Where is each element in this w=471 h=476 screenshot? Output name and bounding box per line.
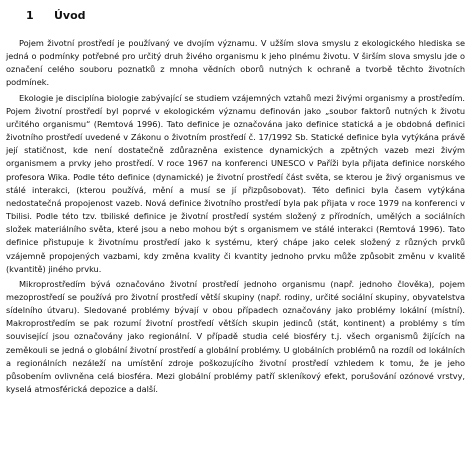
paragraph-2: Ekologie je disciplína biologie zabývající se studiem vzájemných vztahů mezi živými organismy a prostředím. Pojem životní prostředí byl poprvé v ekologickém významu definován jako „soubor faktorů nutných k životu určitého organismu“ (Remtová 1996). Tato definice je označována jako definice statická a je obdobná definici životního prostředí uvedené v Zákonu o životním prostředí č. 17/1992 Sb. Statické definice byla vytýkána právě její statičnost, kde není dostatečně zdůrazněna existence dynamických a zpětných vazeb mezi živým organismem a prvky jeho prostředí. V roce 1967 na konferenci UNESCO v Paříži byla přijata definice norského profesora Wika. Podle této definice (dynamické) je životní prostředí část světa, se kterou je živý organismus ve stálé interakci, (kterou používá, mění a musí se jí přizpůsobovat). Této definici byla časem vytýkána nedostatečná propojenost vazeb. Nová definice životního prostředí byla pak přijata v roce 1979 na konferenci v Tbilisi. Podle této tzv. tbiliské definice je životní prostředí systém složený z přírodních, umělých a sociálních složek materiálního světa, které jsou a nebo mohou být s organismem ve stálé interakci (Remtová 1996). Tato definice přistupuje k životnímu prostředí jako k systému, který chápe jako celek složený z různých prvků vzájemně propojených vazbami, kdy změna kvality či kvantity jednoho prvku může způsobit změnu v kvalitě (kvantitě) jiného prvku.: [6, 92, 465, 274]
section-number: 1: [26, 9, 34, 22]
section-heading: [6, 9, 465, 22]
paragraph-1: Pojem životní prostředí je používaný ve dvojím významu. V užším slova smyslu z ekologického hlediska se jedná o podmínky potřebné pro určitý druh živého organismu k jeho plnému životu. V širším slova smyslu jde o označení celého souboru poznatků z mnoha vědních oborů nutných k ochraně a tvorbě těchto životních podmínek.: [6, 38, 465, 88]
paragraph-3: Mikroprostředím bývá označováno životní prostředí jednoho organismu (např. jednoho člověka), pojem mezoprostředí se používá pro životní prostředí větší skupiny (např. rodiny, určité sociální skupiny, obyvatelstva sídelního útvaru). Sledované problémy bývají v obou případech označovány jako problémy lokální (místní). Makroprostředím se pak rozumí životní prostředí větších skupin jedinců (stát, kontinent) a problémy s tím související jsou označovány jako regionální. V případě studia celé biosféry t.j. všech organismů žijících na zeměkouli se jedná o globální životní prostředí a globální problémy. U globálních problémů na rozdíl od lokálních a regionálních nezáleží na umístění zdroje poškozujícího životní prostředí vzhledem k tomu, že je jeho působením ovlivněna celá biosféra. Mezi globální problémy patří skleníkový efekt, porušování ozónové vrstvy, kyselá atmosférická depozice a další.: [6, 278, 465, 395]
section-title: Úvod: [54, 9, 86, 22]
